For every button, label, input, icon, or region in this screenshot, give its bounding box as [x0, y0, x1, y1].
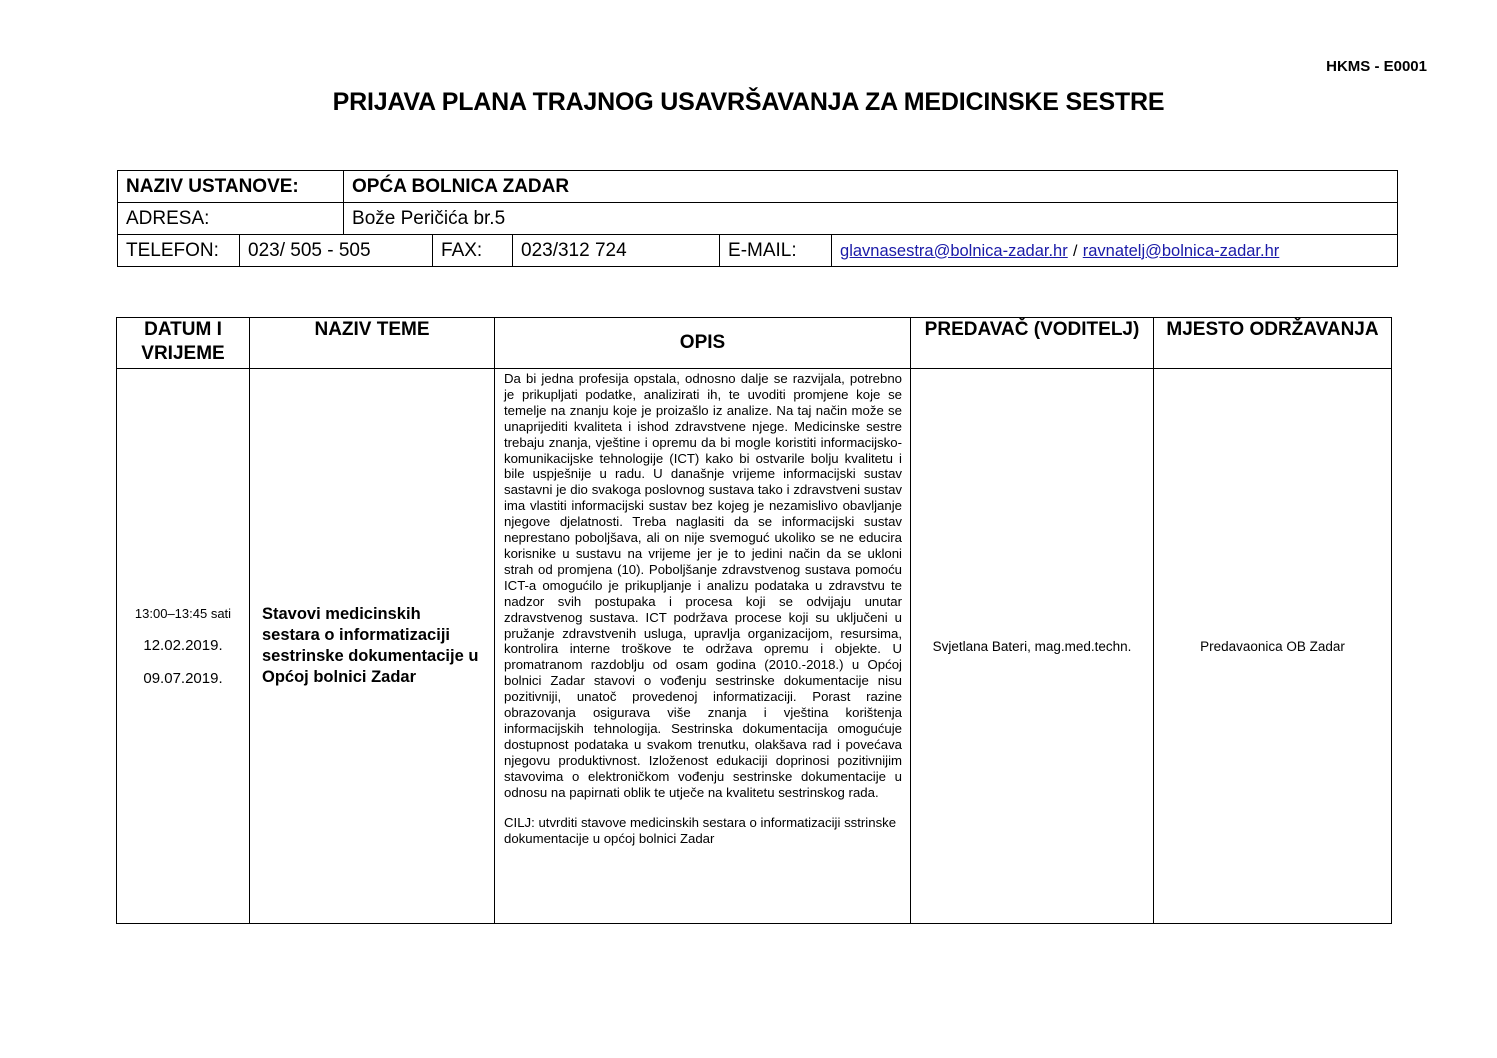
- address-value: Bože Peričića br.5: [344, 203, 1398, 235]
- plan-table: [116, 317, 1392, 924]
- description-cell: [495, 369, 911, 924]
- session-time: 13:00–13:45 sati: [134, 605, 232, 621]
- institution-contact-row: [118, 235, 1398, 267]
- header-lecturer: PREDAVAČ (VODITELJ): [911, 318, 1154, 369]
- institution-name-label: NAZIV USTANOVE:: [118, 171, 344, 203]
- email-separator: /: [1073, 242, 1078, 260]
- header-venue: MJESTO ODRŽAVANJA: [1154, 318, 1392, 369]
- page-title: PRIJAVA PLANA TRAJNOG USAVRŠAVANJA ZA MEDICINSKE SESTRE: [332, 88, 1165, 116]
- institution-name-value: OPĆA BOLNICA ZADAR: [344, 171, 1398, 203]
- form-code: HKMS - E0001: [1326, 58, 1427, 75]
- phone-label: TELEFON:: [118, 235, 240, 267]
- institution-table: [117, 170, 1398, 267]
- lecturer-cell: Svjetlana Bateri, mag.med.techn.: [911, 369, 1154, 924]
- fax-value: 023/312 724: [513, 235, 720, 267]
- email-link-head-nurse[interactable]: glavnasestra@bolnica-zadar.hr: [840, 241, 1068, 260]
- topic-cell: Stavovi medicinskih sestara o informatizaciji sestrinske dokumentacije u Općoj bolnici Zadar: [250, 369, 495, 924]
- goal-text: CILJ: utvrditi stavove medicinskih sestara o informatizaciji sstrinske dokumentacije u općoj bolnici Zadar: [504, 815, 897, 847]
- session-date-2: 09.07.2019.: [143, 669, 223, 687]
- email-link-director[interactable]: ravnatelj@bolnica-zadar.hr: [1082, 241, 1280, 260]
- phone-value: 023/ 505 - 505: [240, 235, 433, 267]
- email-label: E-MAIL:: [720, 235, 832, 267]
- email-value: [832, 235, 1398, 267]
- institution-name-row: [118, 171, 1398, 203]
- header-description: OPIS: [495, 318, 911, 369]
- description-text: Da bi jedna profesija opstala, odnosno dalje se razvijala, potrebno je prikupljati podatke, analizirati ih, te uvoditi promjene koje se temelje na znanju koje je proizašlo iz analize. Na taj način može se unaprijediti kvaliteta i ishod zdravstvene njege. Medicinske sestre trebaju znanja, vještine i opremu da bi mogle koristiti informacijsko-komunikacijske tehnologije (ICT) kako bi ostvarile bolju kvalitetu i bile uspješnije u radu. U današnje vrijeme informacijski sustav sastavni je dio svakoga poslovnog sustava tako i zdravstveni sustav ima vlastiti informacijski sustav bez kojeg je nezamislivo obavljanje njegove djelatnosti. Treba naglasiti da se informacijski sustav neprestano poboljšava, ali on nije svemoguć ukoliko se ne educira korisnike u sustavu na vrijeme jer je to jedini način da se ukloni strah od promjena (10). Poboljšanje zdravstvenog sustava pomoću ICT-a omogućilo je prikupljanje i analizu podataka u zdravstvu te nadzor svih postupaka i procesa koji se odvijaju unutar zdravstvenog sustava. ICT podržava procese koji su uključeni u pružanje zdravstvenih usluga, upravlja organizacijom, resursima, kontrolira interne troškove te održava opremu i objekte. U promatranom razdoblju od osam godina (2010.-2018.) u Općoj bolnici Zadar stavovi o vođenju sestrinske dokumentacije nisu pozitivniji, unatoč provedenoj informatizaciji. Porast razine obrazovanja osigurava više znanja i vještina korištenja informacijskih tehnologija. Sestrinska dokumentacija omogućuje dostupnost podataka u svakom trenutku, olakšava rad i povećava njegovu produktivnost. Izloženost edukaciji doprinosi pozitivnijim stavovima o elektroničkom vođenju sestrinske dokumentacije u odnosu na papirnati oblik te utječe na kvalitetu sestrinskog rada.: [504, 371, 902, 800]
- plan-row: [117, 369, 1392, 924]
- header-topic: NAZIV TEME: [250, 318, 495, 369]
- venue-cell: Predavaonica OB Zadar: [1154, 369, 1392, 924]
- plan-header-row: [117, 318, 1392, 369]
- fax-label: FAX:: [433, 235, 513, 267]
- date-time-cell: [117, 369, 250, 924]
- session-date-1: 12.02.2019.: [143, 636, 223, 654]
- institution-address-row: [118, 203, 1398, 235]
- address-label: ADRESA:: [118, 203, 344, 235]
- header-date-time: DATUM I VRIJEME: [117, 318, 250, 369]
